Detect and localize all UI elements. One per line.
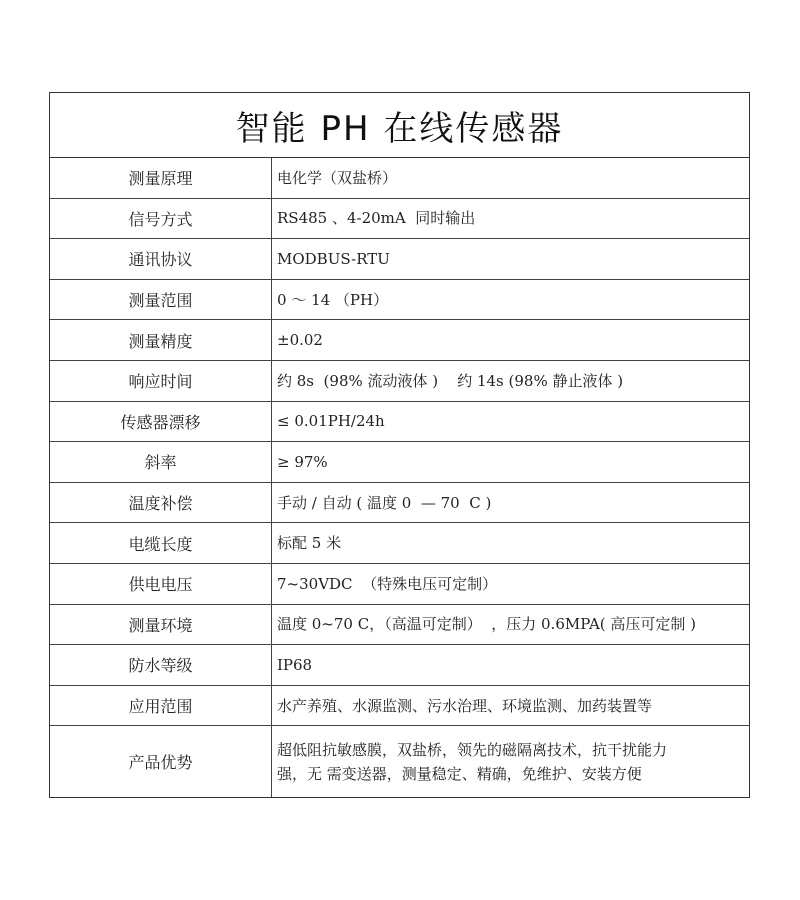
table-row	[50, 523, 749, 564]
row-label: 温度补偿	[50, 483, 272, 523]
row-value	[272, 726, 749, 797]
row-value: 0 ～ 14 （PH）	[277, 290, 389, 309]
row-value: 标配 5 米	[277, 534, 342, 553]
row-value: 7~30VDC （特殊电压可定制）	[277, 574, 498, 593]
row-value: ≤ 0.01PH/24h	[277, 412, 385, 431]
row-value: 电化学（双盐桥）	[277, 168, 398, 187]
row-value: ±0.02	[277, 331, 323, 350]
row-label: 通讯协议	[50, 239, 272, 279]
row-label: 测量原理	[50, 158, 272, 198]
row-label: 电缆长度	[50, 523, 272, 563]
row-value: 手动 / 自动 ( 温度 0 — 70 C )	[277, 493, 492, 512]
row-value: 约 8s (98% 流动液体 ) 约 14s (98% 静止液体 )	[277, 371, 624, 390]
row-value: ≥ 97%	[277, 452, 328, 471]
table-row	[50, 726, 749, 797]
table-row	[50, 442, 749, 483]
row-value: MODBUS-RTU	[277, 249, 390, 268]
row-value: IP68	[277, 655, 313, 674]
row-value: 水产养殖、水源监测、污水治理、环境监测、加药装置等	[277, 696, 653, 715]
spec-table	[49, 92, 750, 798]
table-row	[50, 158, 749, 199]
table-row	[50, 402, 749, 443]
row-value-line: 超低阻抗敏感膜，双盐桥，领先的磁隔离技术，抗干扰能力	[277, 740, 668, 759]
row-label: 产品优势	[50, 726, 272, 797]
row-label: 信号方式	[50, 199, 272, 239]
row-label: 测量精度	[50, 320, 272, 360]
table-title: 智能 PH 在线传感器	[50, 93, 749, 158]
table-row	[50, 483, 749, 524]
table-row	[50, 361, 749, 402]
row-label: 测量范围	[50, 280, 272, 320]
table-row	[50, 320, 749, 361]
table-row	[50, 605, 749, 646]
row-label: 传感器漂移	[50, 402, 272, 442]
row-label: 应用范围	[50, 686, 272, 726]
table-row	[50, 645, 749, 686]
table-row	[50, 686, 749, 727]
row-label: 测量环境	[50, 605, 272, 645]
row-value-line: 强，无 需变送器，测量稳定、精确，免维护、安装方便	[277, 764, 642, 783]
table-row	[50, 239, 749, 280]
table-row	[50, 564, 749, 605]
row-value: RS485 、4-20mA 同时输出	[277, 209, 476, 228]
row-label: 响应时间	[50, 361, 272, 401]
row-label: 防水等级	[50, 645, 272, 685]
row-value: 温度 0~70 C，（高温可定制） ，压力 0.6MPA( 高压可定制 )	[277, 615, 697, 634]
row-label: 斜率	[50, 442, 272, 482]
row-label: 供电电压	[50, 564, 272, 604]
table-row	[50, 199, 749, 240]
table-row	[50, 280, 749, 321]
